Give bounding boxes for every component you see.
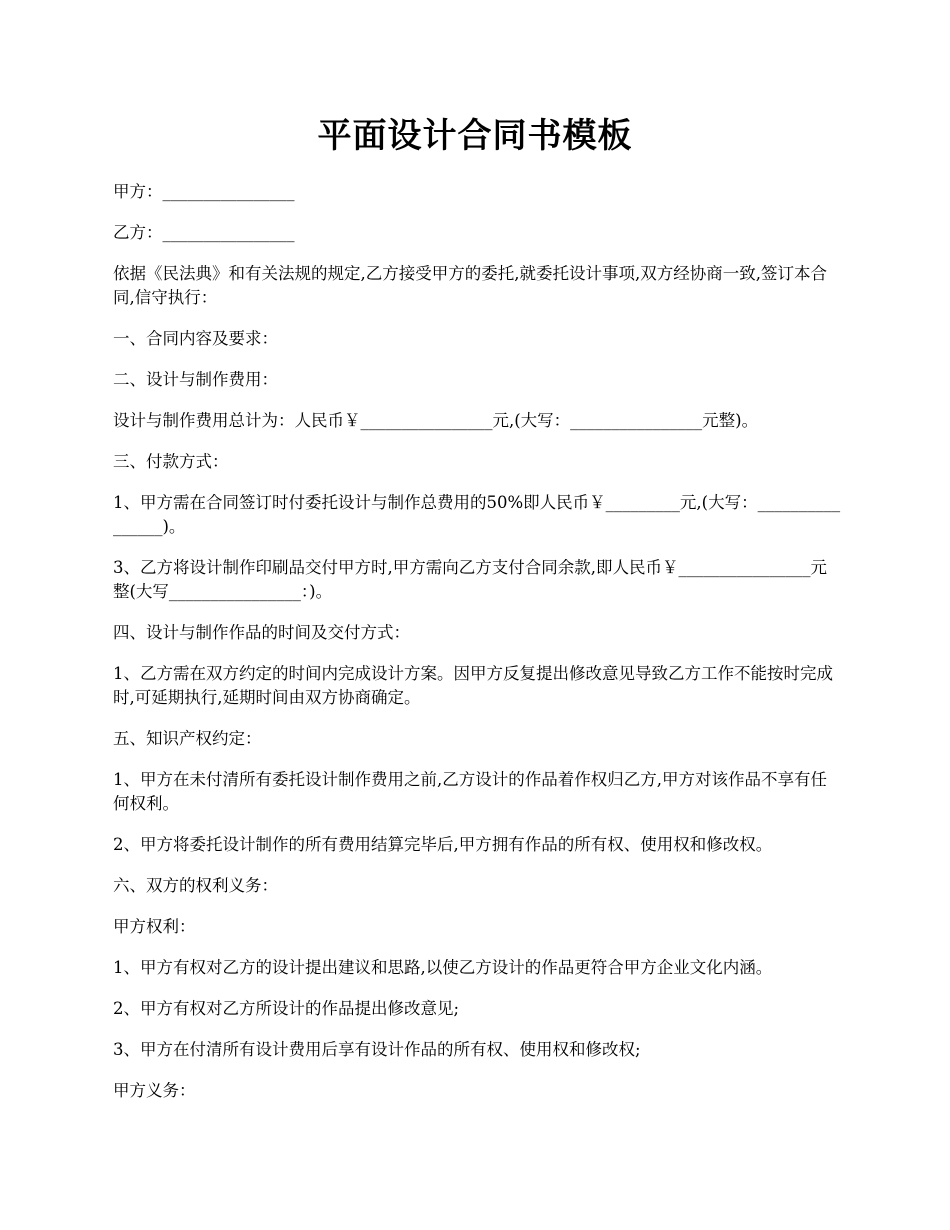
payment-clause: 1、甲方需在合同签订时付委托设计与制作总费用的50%即人民币￥_________元,(大写：________________)。 [113,493,841,536]
subsection-heading: 甲方权利： [113,917,196,936]
section-heading: 五、知识产权约定： [113,729,262,748]
payment-clause: 3、乙方将设计制作印刷品交付甲方时,甲方需向乙方支付合同余款,即人民币￥________________元整(大写________________：)。 [113,558,827,601]
delivery-clause: 1、乙方需在双方约定的时间内完成设计方案。因甲方反复提出修改意见导致乙方工作不能按时完成时,可延期执行,延期时间由双方协商确定。 [113,664,833,707]
party-b-line: 乙方：________________ [113,223,295,242]
section-heading: 三、付款方式： [113,452,229,471]
ip-clause: 2、甲方将委托设计制作的所有费用结算完毕后,甲方拥有作品的所有权、使用权和修改权。 [113,835,773,854]
preamble-paragraph: 依据《民法典》和有关法规的规定,乙方接受甲方的委托,就委托设计事项,双方经协商一致,签订本合同,信守执行： [113,264,827,307]
section-heading: 四、设计与制作作品的时间及交付方式： [113,623,410,642]
ip-clause: 1、甲方在未付清所有委托设计制作费用之前,乙方设计的作品着作权归乙方,甲方对该作品不享有任何权利。 [113,770,827,813]
section-heading: 二、设计与制作费用： [113,370,278,389]
rights-clause: 1、甲方有权对乙方的设计提出建议和思路,以使乙方设计的作品更符合甲方企业文化内涵。 [113,958,773,977]
section-heading: 六、双方的权利义务： [113,876,278,895]
document-title: 平面设计合同书模板 [317,116,633,156]
party-a-line: 甲方：________________ [113,182,295,201]
section-heading: 一、合同内容及要求： [113,329,278,348]
rights-clause: 2、甲方有权对乙方所设计的作品提出修改意见; [113,999,460,1018]
subsection-heading: 甲方义务： [113,1081,196,1100]
fee-total-paragraph: 设计与制作费用总计为：人民币￥________________元,(大写：________________元整)。 [113,411,759,430]
rights-clause: 3、甲方在付清所有设计费用后享有设计作品的所有权、使用权和修改权; [113,1040,641,1059]
document-body [113,180,843,1120]
